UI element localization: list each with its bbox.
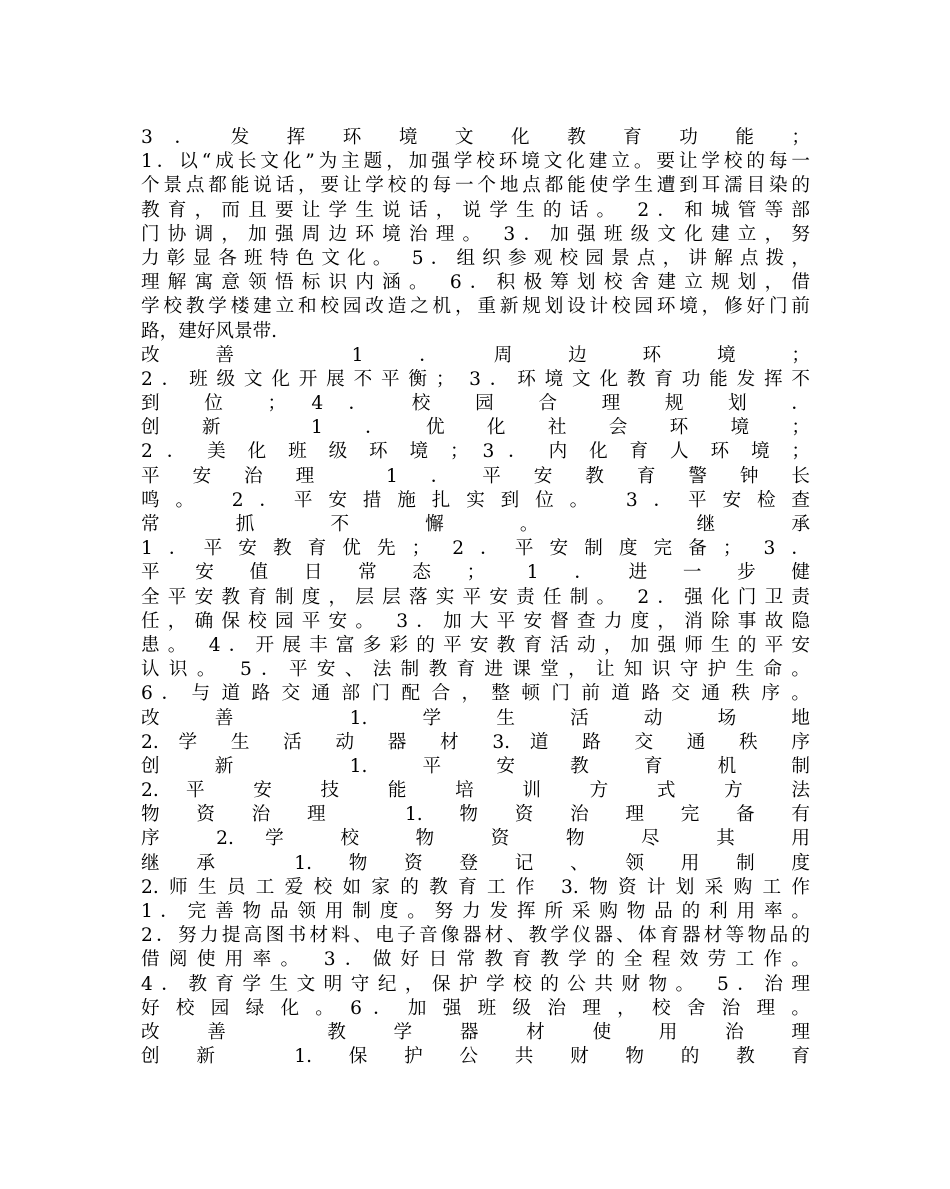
- text-line: 2. 平 安 技 能 培 训 方 式 方 法: [141, 780, 810, 802]
- text-line: 6 ． 与 道 路 交 通 部 门 配 合 ， 整 顿 门 前 道 路 交 通 秩 序 。: [141, 683, 810, 705]
- text-line: 改善 教学器材使用治理: [141, 1021, 810, 1043]
- document-page: [141, 126, 810, 1069]
- text-line: 到 位 ； 4 ． 校 园 合 理 规 划 ．: [141, 393, 810, 415]
- text-line: 教育，而且要让学生说话，说学生的话。 2．和城管等部: [141, 199, 810, 221]
- text-line: 力彰显各班特色文化。 5．组织参观校园景点，讲解点拨，: [141, 247, 810, 269]
- text-line: 2．努力提高图书材料、电子音像器材、教学仪器、体育器材等物品的: [141, 925, 810, 947]
- text-line: 理解寓意领悟标识内涵。 6．积极筹划校舍建立规划，借: [141, 272, 810, 294]
- text-line: 4．教育学生文明守纪，保护学校的公共财物。 5．治理: [141, 973, 810, 995]
- text-line: 1 ． 完 善 物 品 领 用 制 度 。 努 力 发 挥 所 采 购 物 品 的 利 用 率 。: [141, 901, 810, 922]
- text-line: 患。 4．开展丰富多彩的平安教育活动，加强师生的平安: [141, 634, 810, 656]
- text-line: 1．以“成长文化”为主题，加强学校环境文化建立。要让学校的每一: [141, 151, 810, 173]
- text-line: 改善 1.学生活动场地: [141, 707, 810, 729]
- text-line: 全平安教育制度，层层落实平安责任制。 2．强化门卫责: [141, 586, 810, 608]
- text-line: 继承 1.物资登记、领用制度: [141, 852, 810, 874]
- text-line: 2．班级文化开展不平衡； 3．环境文化教育功能发挥不: [141, 368, 810, 390]
- text-line: 创新 1.保护公共财物的教育: [141, 1046, 810, 1068]
- text-line: 任，确保校园平安。 3．加大平安督查力度，消除事故隐: [141, 610, 810, 632]
- text-line: 借阅使用率。 3．做好日常教育教学的全程效劳工作。: [141, 949, 810, 971]
- text-line: 路，建好风景带.: [141, 320, 278, 342]
- text-line: 平安治理 1．平安教育警钟长: [141, 465, 810, 487]
- text-line: 个景点都能说话，要让学校的每一个地点都能使学生遭到耳濡目染的: [141, 175, 810, 197]
- text-line: 常抓不懈。 继承: [141, 514, 810, 535]
- text-line: 2. 学 生 活 动 器 材 3. 道 路 交 通 秩 序: [141, 731, 810, 753]
- text-line: 认识。 5．平安、法制教育进课堂，让知识守护生命。: [141, 659, 810, 681]
- text-line: 门协调，加强周边环境治理。 3．加强班级文化建立，努: [141, 223, 810, 245]
- text-line: 2.师生员工爱校如家的教育工作 3.物资计划采购工作: [141, 876, 810, 898]
- text-line: 好 校 园 绿 化 。 6 ． 加 强 班 级 治 理 ， 校 舍 治 理 。: [141, 997, 810, 1019]
- text-line: 平安值日常态； 1．进一步健: [141, 562, 810, 584]
- text-line: 3 ． 发 挥 环 境 文 化 教 育 功 能 ；: [141, 127, 810, 148]
- text-line: 鸣。 2．平安措施扎实到位。 3．平安检查: [141, 489, 810, 511]
- text-line: 创新 1．优化社会环境；: [141, 417, 810, 439]
- text-line: 学校教学楼建立和校园改造之机，重新规划设计校园环境，修好门前: [141, 296, 810, 318]
- text-line: 改善 1．周边环境；: [141, 344, 810, 366]
- text-line: 物资治理 1.物资治理完备有: [141, 804, 810, 826]
- text-line: 1．平安教育优先； 2．平安制度完备； 3．: [141, 538, 810, 560]
- text-line: 创新 1.平安教育机制: [141, 755, 810, 777]
- text-line: 2 ． 美 化 班 级 环 境 ； 3 ． 内 化 育 人 环 境 ；: [141, 441, 810, 463]
- text-line: 序 2. 学 校 物 资 物 尽 其 用: [141, 828, 810, 850]
